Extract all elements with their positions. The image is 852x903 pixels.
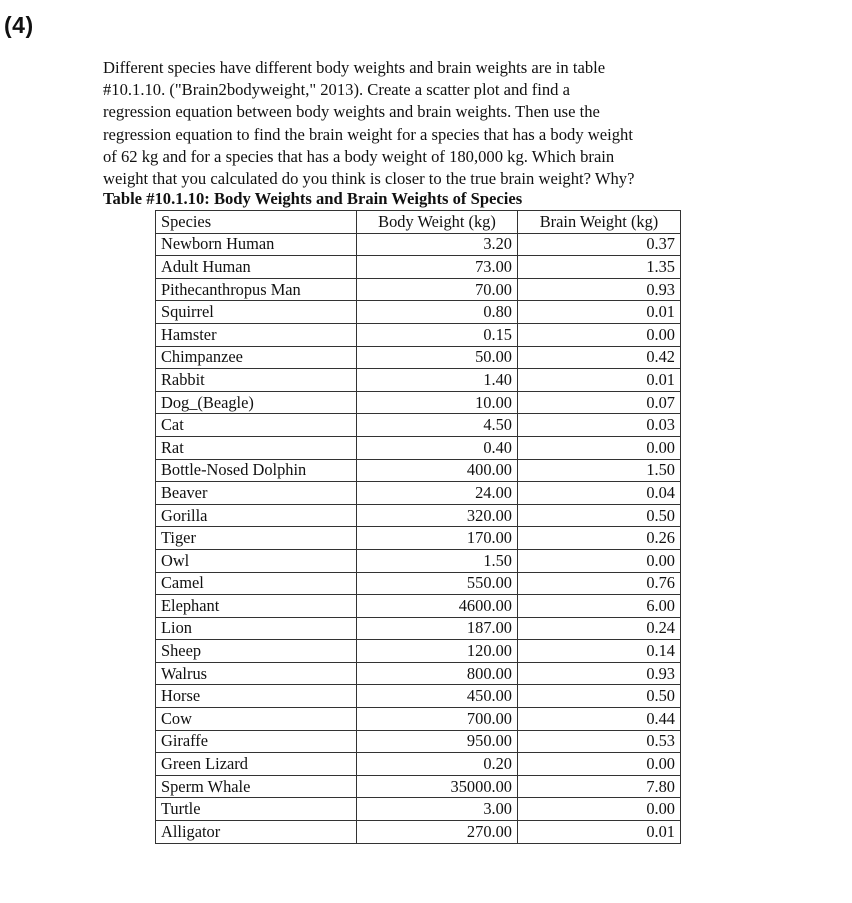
- brain-weight-cell: 0.44: [518, 708, 681, 731]
- paragraph-line: regression equation to find the brain weight for a species that has a body weight: [103, 124, 633, 144]
- species-cell: Alligator: [156, 821, 357, 844]
- body-weight-cell: 400.00: [357, 459, 518, 482]
- species-cell: Squirrel: [156, 301, 357, 324]
- species-cell: Green Lizard: [156, 753, 357, 776]
- table-row: [156, 572, 681, 595]
- table-row: [156, 595, 681, 618]
- question-number: (4): [4, 12, 34, 38]
- brain-weight-cell: 0.37: [518, 233, 681, 256]
- body-weight-cell: 73.00: [357, 256, 518, 279]
- species-cell: Horse: [156, 685, 357, 708]
- body-weight-cell: 120.00: [357, 640, 518, 663]
- body-weight-cell: 0.20: [357, 753, 518, 776]
- species-cell: Pithecanthropus Man: [156, 278, 357, 301]
- brain-weight-cell: 1.35: [518, 256, 681, 279]
- brain-weight-cell: 0.00: [518, 753, 681, 776]
- table-row: [156, 436, 681, 459]
- species-cell: Sheep: [156, 640, 357, 663]
- brain-weight-cell: 0.01: [518, 369, 681, 392]
- table-row: [156, 233, 681, 256]
- species-weight-table: [155, 210, 681, 844]
- table-caption: Table #10.1.10: Body Weights and Brain Weights of Species: [103, 189, 523, 208]
- brain-weight-cell: 0.53: [518, 730, 681, 753]
- brain-weight-cell: 0.00: [518, 323, 681, 346]
- problem-paragraph: [103, 57, 743, 190]
- species-cell: Turtle: [156, 798, 357, 821]
- brain-weight-cell: 0.01: [518, 821, 681, 844]
- table-row: [156, 504, 681, 527]
- brain-weight-cell: 1.50: [518, 459, 681, 482]
- header-species: Species: [156, 211, 357, 234]
- body-weight-cell: 950.00: [357, 730, 518, 753]
- brain-weight-cell: 0.42: [518, 346, 681, 369]
- brain-weight-cell: 0.07: [518, 391, 681, 414]
- species-cell: Giraffe: [156, 730, 357, 753]
- header-body-weight: Body Weight (kg): [357, 211, 518, 234]
- table-row: [156, 482, 681, 505]
- body-weight-cell: 450.00: [357, 685, 518, 708]
- species-cell: Owl: [156, 549, 357, 572]
- paragraph-line: weight that you calculated do you think is closer to the true brain weight? Why?: [103, 169, 635, 189]
- species-cell: Beaver: [156, 482, 357, 505]
- species-cell: Newborn Human: [156, 233, 357, 256]
- species-cell: Lion: [156, 617, 357, 640]
- table-row: [156, 301, 681, 324]
- table-row: [156, 346, 681, 369]
- brain-weight-cell: 0.26: [518, 527, 681, 550]
- species-cell: Elephant: [156, 595, 357, 618]
- species-cell: Gorilla: [156, 504, 357, 527]
- brain-weight-cell: 0.93: [518, 278, 681, 301]
- species-cell: Sperm Whale: [156, 775, 357, 798]
- table-row: [156, 640, 681, 663]
- table-row: [156, 278, 681, 301]
- table-row: [156, 369, 681, 392]
- brain-weight-cell: 0.50: [518, 504, 681, 527]
- brain-weight-cell: 0.50: [518, 685, 681, 708]
- brain-weight-cell: 0.00: [518, 798, 681, 821]
- table-row: [156, 730, 681, 753]
- body-weight-cell: 1.40: [357, 369, 518, 392]
- species-cell: Chimpanzee: [156, 346, 357, 369]
- body-weight-cell: 170.00: [357, 527, 518, 550]
- table-row: [156, 323, 681, 346]
- table-row: [156, 821, 681, 844]
- species-cell: Bottle-Nosed Dolphin: [156, 459, 357, 482]
- table-row: [156, 459, 681, 482]
- brain-weight-cell: 0.03: [518, 414, 681, 437]
- brain-weight-cell: 0.04: [518, 482, 681, 505]
- brain-weight-cell: 0.76: [518, 572, 681, 595]
- body-weight-cell: 0.15: [357, 323, 518, 346]
- table-row: [156, 708, 681, 731]
- body-weight-cell: 4.50: [357, 414, 518, 437]
- body-weight-cell: 1.50: [357, 549, 518, 572]
- brain-weight-cell: 6.00: [518, 595, 681, 618]
- body-weight-cell: 0.80: [357, 301, 518, 324]
- body-weight-cell: 0.40: [357, 436, 518, 459]
- species-cell: Cow: [156, 708, 357, 731]
- body-weight-cell: 10.00: [357, 391, 518, 414]
- body-weight-cell: 700.00: [357, 708, 518, 731]
- paragraph-line: #10.1.10. ("Brain2bodyweight," 2013). Create a scatter plot and find a: [103, 80, 570, 100]
- table-row: [156, 414, 681, 437]
- brain-weight-cell: 0.00: [518, 549, 681, 572]
- body-weight-cell: 50.00: [357, 346, 518, 369]
- paragraph-line: Different species have different body weights and brain weights are in table: [103, 58, 606, 77]
- table-header-row: [156, 211, 681, 234]
- table-row: [156, 391, 681, 414]
- paragraph-line: regression equation between body weights and brain weights. Then use the: [103, 102, 600, 122]
- species-cell: Rabbit: [156, 369, 357, 392]
- species-cell: Tiger: [156, 527, 357, 550]
- table-row: [156, 256, 681, 279]
- header-brain-weight: Brain Weight (kg): [518, 211, 681, 234]
- species-cell: Walrus: [156, 662, 357, 685]
- body-weight-cell: 187.00: [357, 617, 518, 640]
- paragraph-line: of 62 kg and for a species that has a body weight of 180,000 kg. Which brain: [103, 146, 615, 166]
- table-row: [156, 617, 681, 640]
- species-cell: Rat: [156, 436, 357, 459]
- brain-weight-cell: 0.14: [518, 640, 681, 663]
- species-cell: Cat: [156, 414, 357, 437]
- body-weight-cell: 800.00: [357, 662, 518, 685]
- species-cell: Hamster: [156, 323, 357, 346]
- body-weight-cell: 3.00: [357, 798, 518, 821]
- body-weight-cell: 3.20: [357, 233, 518, 256]
- species-cell: Dog_(Beagle): [156, 391, 357, 414]
- brain-weight-cell: 7.80: [518, 775, 681, 798]
- species-cell: Adult Human: [156, 256, 357, 279]
- table-row: [156, 685, 681, 708]
- table-row: [156, 662, 681, 685]
- table-row: [156, 527, 681, 550]
- body-weight-cell: 24.00: [357, 482, 518, 505]
- brain-weight-cell: 0.93: [518, 662, 681, 685]
- body-weight-cell: 35000.00: [357, 775, 518, 798]
- body-weight-cell: 4600.00: [357, 595, 518, 618]
- table-row: [156, 798, 681, 821]
- species-cell: Camel: [156, 572, 357, 595]
- brain-weight-cell: 0.00: [518, 436, 681, 459]
- body-weight-cell: 550.00: [357, 572, 518, 595]
- table-row: [156, 753, 681, 776]
- body-weight-cell: 270.00: [357, 821, 518, 844]
- brain-weight-cell: 0.24: [518, 617, 681, 640]
- table-row: [156, 549, 681, 572]
- body-weight-cell: 70.00: [357, 278, 518, 301]
- table-row: [156, 775, 681, 798]
- body-weight-cell: 320.00: [357, 504, 518, 527]
- brain-weight-cell: 0.01: [518, 301, 681, 324]
